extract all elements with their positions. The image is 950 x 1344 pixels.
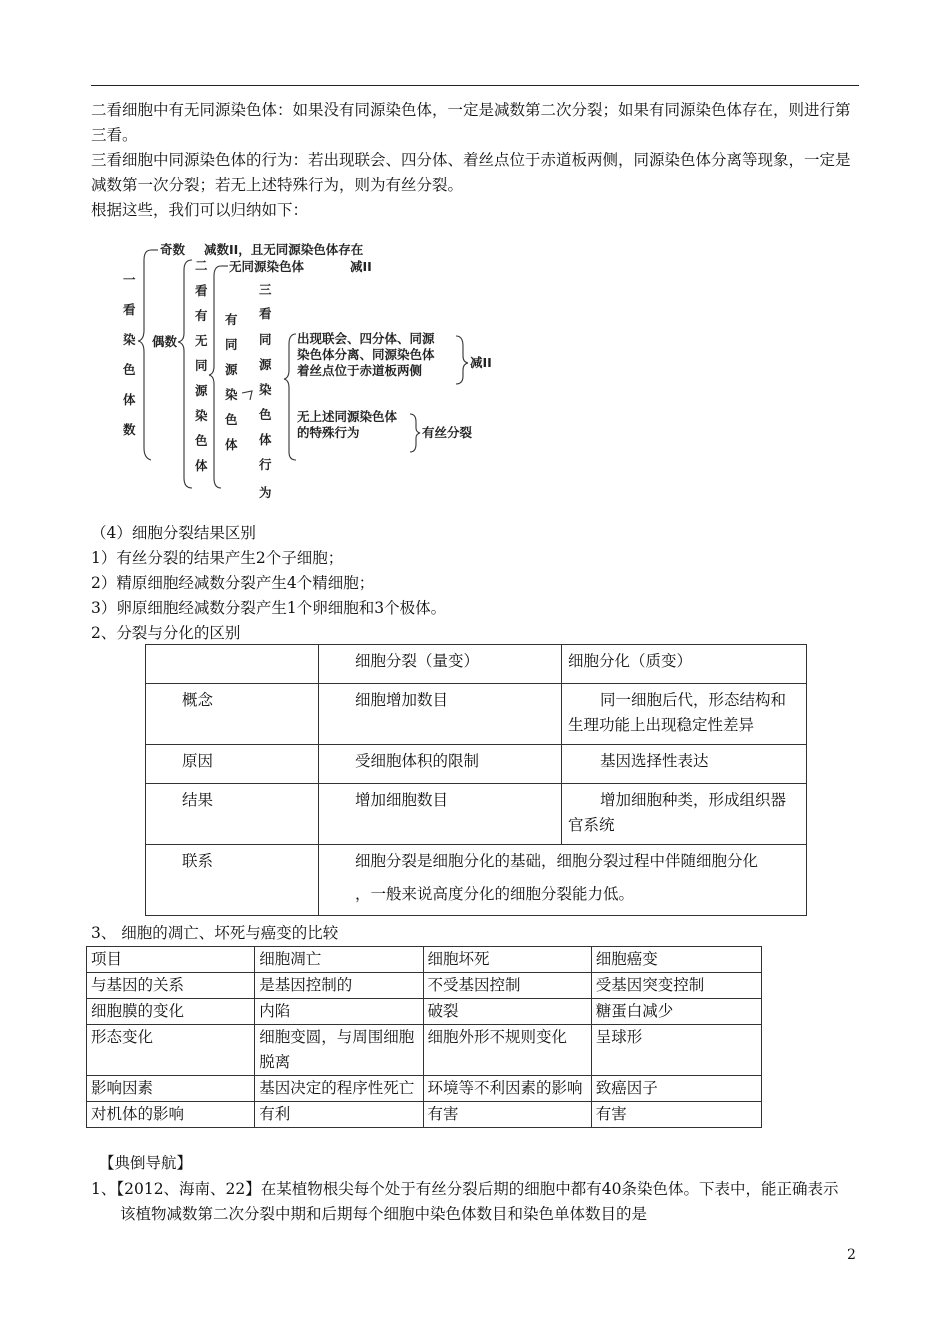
example-heading: 【典倒导航】 [99,1154,193,1172]
svg-text:染: 染 [259,382,272,397]
svg-text:色: 色 [259,407,272,422]
brace-4 [284,334,296,460]
table-row [146,784,807,845]
section4-item-2: 2）精原细胞经减数分裂产生4个精细胞； [91,574,375,592]
svg-text:染: 染 [123,332,136,347]
section4-title: （4）细胞分裂结果区别 [91,524,256,542]
table-header-cell: 细胞分裂（量变） [319,645,562,684]
svg-text:着丝点位于赤道板两侧: 着丝点位于赤道板两侧 [297,363,423,378]
table-row: 影响因素 基因决定的程序性死亡 环境等不利因素的影响 致癌因子 [87,1076,762,1102]
table-header-cell: 细胞凋亡 [255,947,423,973]
svg-text:无: 无 [195,333,208,348]
brace-1 [138,250,151,460]
table-row: 形态变化 细胞变圆，与周围细胞脱离 细胞外形不规则变化 呈球形 [87,1025,762,1076]
diagram-col1 [122,272,136,437]
svg-text:三: 三 [259,282,272,297]
svg-text:一: 一 [123,272,136,287]
svg-text:体: 体 [195,458,208,473]
header-rule [91,85,859,86]
svg-text:体: 体 [123,392,136,407]
table-row-label: 结果 [146,784,319,845]
table-cell: 细胞增加数目 [319,684,562,745]
table-row-label: 原因 [146,745,319,784]
brace-5 [456,336,468,384]
table-cell: 基因选择性表达 [562,745,807,784]
table-cell: 同一细胞后代，形态结构和生理功能上出现稳定性差异 [562,684,807,745]
svg-text:同: 同 [225,337,238,352]
svg-text:色: 色 [123,362,136,377]
svg-text:色: 色 [195,433,208,448]
brace-3 [209,266,221,488]
svg-text:源: 源 [225,362,238,377]
svg-text:出现联会、四分体、同源: 出现联会、四分体、同源 [297,331,435,346]
table-row: 对机体的影响 有利 有害 有害 [87,1102,762,1128]
svg-text:无同源染色体: 无同源染色体 [229,259,305,274]
table-row: 与基因的关系 是基因控制的 不受基因控制 受基因突变控制 [87,973,762,999]
svg-text:看: 看 [123,302,136,317]
svg-text:同: 同 [259,332,272,347]
diagram-col2 [194,258,208,473]
svg-text:体: 体 [259,432,272,447]
svg-text:为: 为 [259,485,272,500]
svg-text:减II: 减II [350,259,372,274]
table-merged-cell: 细胞分裂是细胞分化的基础，细胞分裂过程中伴随细胞分化 ，一般来说高度分化的细胞分裂能力低。 [319,845,807,916]
svg-text:偶数: 偶数 [152,334,178,349]
paragraph-second-look: 二看细胞中有无同源染色体：如果没有同源染色体，一定是减数第二次分裂；如果有同源染色体存在，则进行第三看。 [91,101,851,144]
svg-text:染: 染 [225,387,238,402]
svg-text:数: 数 [123,422,136,437]
table-row-label: 概念 [146,684,319,745]
svg-text:看: 看 [195,283,208,298]
svg-text:色: 色 [225,412,238,427]
page-number: 2 [847,1247,856,1263]
diagram-col4 [258,282,272,500]
table-row [87,947,762,973]
svg-text:源: 源 [259,357,272,372]
division-differentiation-table [145,644,807,916]
svg-text:二: 二 [195,258,208,273]
section2-title: 2、分裂与分化的区别 [91,624,241,642]
question-1-line-1: 1、【2012、海南、22】在某植物根尖每个处于有丝分裂后期的细胞中都有40条染色体。下表中，能正确表示 [91,1180,839,1198]
table-header-cell: 细胞坏死 [423,947,591,973]
brace-2 [178,260,192,488]
table-cell: 增加细胞数目 [319,784,562,845]
table-cell: 受细胞体积的限制 [319,745,562,784]
svg-text:看: 看 [259,306,272,321]
svg-text:有: 有 [195,308,208,323]
paragraph-third-look: 三看细胞中同源染色体的行为：若出现联会、四分体、着丝点位于赤道板两侧，同源染色体分离等现象，一定是减数第一次分裂；若无上述特殊行为，则为有丝分裂。 [91,151,851,194]
section4-item-1: 1）有丝分裂的结果产生2个子细胞； [91,549,344,567]
paragraph-summary-intro: 根据这些，我们可以归纳如下： [91,201,309,219]
svg-text:同: 同 [195,358,208,373]
diagram-col3 [224,312,238,452]
svg-text:染: 染 [195,408,208,423]
table-row [146,684,807,745]
table-row [146,645,807,684]
brace-6 [410,414,420,452]
table-row [146,745,807,784]
table-header-cell: 细胞分化（质变） [562,645,807,684]
svg-text:染色体分离、同源染色体: 染色体分离、同源染色体 [297,347,435,362]
svg-text:的特殊行为: 的特殊行为 [297,425,360,440]
table-cell: 增加细胞种类，形成组织器官系统 [562,784,807,845]
table-row [146,845,807,916]
svg-text:有: 有 [225,312,238,327]
question-1-line-2: 该植物减数第二次分裂中期和后期每个细胞中染色体数目和染色单体数目的是 [120,1205,648,1223]
apoptosis-comparison-table [86,946,762,1128]
table-row: 细胞膜的变化 内陷 破裂 糖蛋白减少 [87,999,762,1025]
svg-text:源: 源 [195,383,208,398]
section3-title: 3、 细胞的凋亡、坏死与癌变的比较 [91,924,339,942]
table-header-cell: 项目 [87,947,255,973]
svg-text:行: 行 [259,457,272,472]
section4-item-3: 3）卵原细胞经减数分裂产生1个卵细胞和3个极体。 [91,599,447,617]
table-row-label: 联系 [146,845,319,916]
svg-text:减II: 减II [470,355,492,370]
svg-text:奇数: 奇数 [160,242,186,257]
svg-text:无上述同源染色体: 无上述同源染色体 [297,409,398,424]
svg-text:有丝分裂: 有丝分裂 [422,425,473,440]
classification-diagram [118,238,498,510]
table-header-cell: 细胞癌变 [591,947,761,973]
svg-text:体: 体 [225,437,238,452]
svg-text:减数II，且无同源染色体存在: 减数II，且无同源染色体存在 [204,242,364,257]
